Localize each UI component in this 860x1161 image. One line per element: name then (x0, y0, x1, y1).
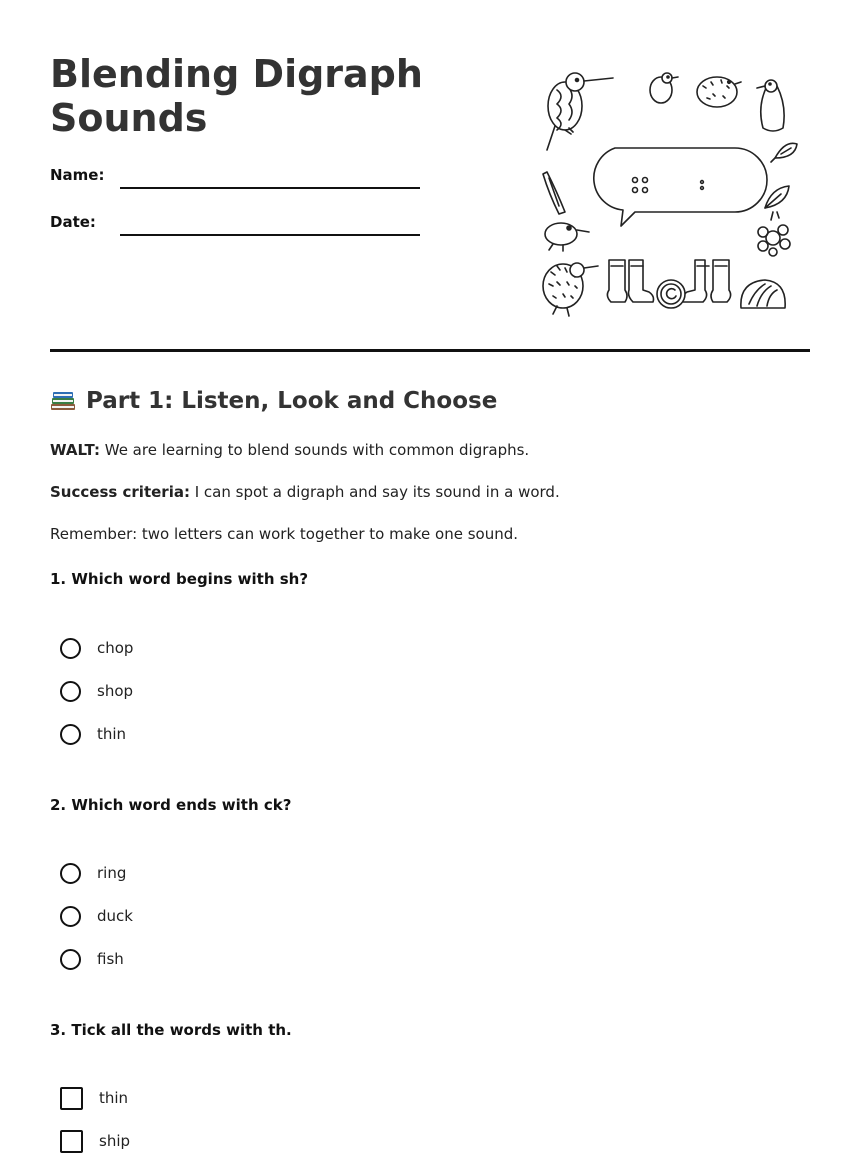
option-label: thin (97, 725, 127, 743)
books-icon (50, 389, 76, 413)
kereru-bird-icon (547, 73, 613, 150)
q2-option-3[interactable] (60, 946, 124, 972)
shell-icon (741, 280, 785, 308)
option-label: thin (99, 1089, 129, 1107)
question-2: 2. Which word ends with ck? (50, 796, 292, 814)
walt-text: We are learning to blend sounds with common digraphs. (99, 441, 530, 459)
kiwi-bird-icon (543, 263, 598, 316)
success-criteria (50, 483, 560, 501)
nature-doodle-illustration (535, 68, 805, 318)
question-3: 3. Tick all the words with th. (50, 1021, 292, 1039)
speech-bubble-icon (594, 148, 767, 226)
flower-icon (758, 212, 790, 256)
name-field-line[interactable] (120, 187, 420, 189)
radio-button[interactable] (60, 906, 81, 927)
header-divider (50, 349, 810, 352)
q1-option-1[interactable] (60, 635, 133, 661)
radio-button[interactable] (60, 863, 81, 884)
option-label: shop (97, 682, 134, 700)
radio-button[interactable] (60, 724, 81, 745)
page-title (50, 52, 480, 140)
part1-title (50, 388, 497, 414)
q3-option-1[interactable] (60, 1085, 128, 1111)
radio-button[interactable] (60, 638, 81, 659)
part1-title-text: Part 1: Listen, Look and Choose (86, 388, 498, 414)
option-label: ring (97, 864, 127, 882)
walt-label: WALT: (50, 441, 100, 459)
walt-statement (50, 441, 529, 459)
leaf-icon (771, 143, 797, 162)
koru-coin-icon (657, 280, 685, 308)
option-label: duck (97, 907, 133, 925)
remember-note: Remember: two letters can work together to make one sound. (50, 525, 519, 543)
title-line-1: Blending Digraph (50, 52, 423, 96)
option-label: ship (99, 1132, 131, 1150)
radio-button[interactable] (60, 681, 81, 702)
q2-option-1[interactable] (60, 860, 126, 886)
date-label: Date: (50, 213, 96, 231)
q1-option-3[interactable] (60, 721, 126, 747)
q3-option-2[interactable] (60, 1128, 130, 1154)
date-field-line[interactable] (120, 234, 420, 236)
chick-icon (650, 73, 678, 103)
option-label: fish (97, 950, 124, 968)
q1-option-2[interactable] (60, 678, 133, 704)
small-bird-icon (545, 223, 589, 251)
title-line-2: Sounds (50, 96, 208, 140)
success-text: I can spot a digraph and say its sound in a word. (189, 483, 560, 501)
checkbox[interactable] (60, 1130, 83, 1153)
radio-button[interactable] (60, 949, 81, 970)
success-label: Success criteria: (50, 483, 190, 501)
feather-icon (543, 172, 565, 214)
question-1: 1. Which word begins with sh? (50, 570, 309, 588)
penguin-icon (757, 80, 784, 131)
name-label: Name: (50, 166, 105, 184)
option-label: chop (97, 639, 134, 657)
fluffy-bird-icon (697, 77, 741, 107)
checkbox[interactable] (60, 1087, 83, 1110)
q2-option-2[interactable] (60, 903, 133, 929)
fern-leaf-icon (765, 186, 789, 208)
